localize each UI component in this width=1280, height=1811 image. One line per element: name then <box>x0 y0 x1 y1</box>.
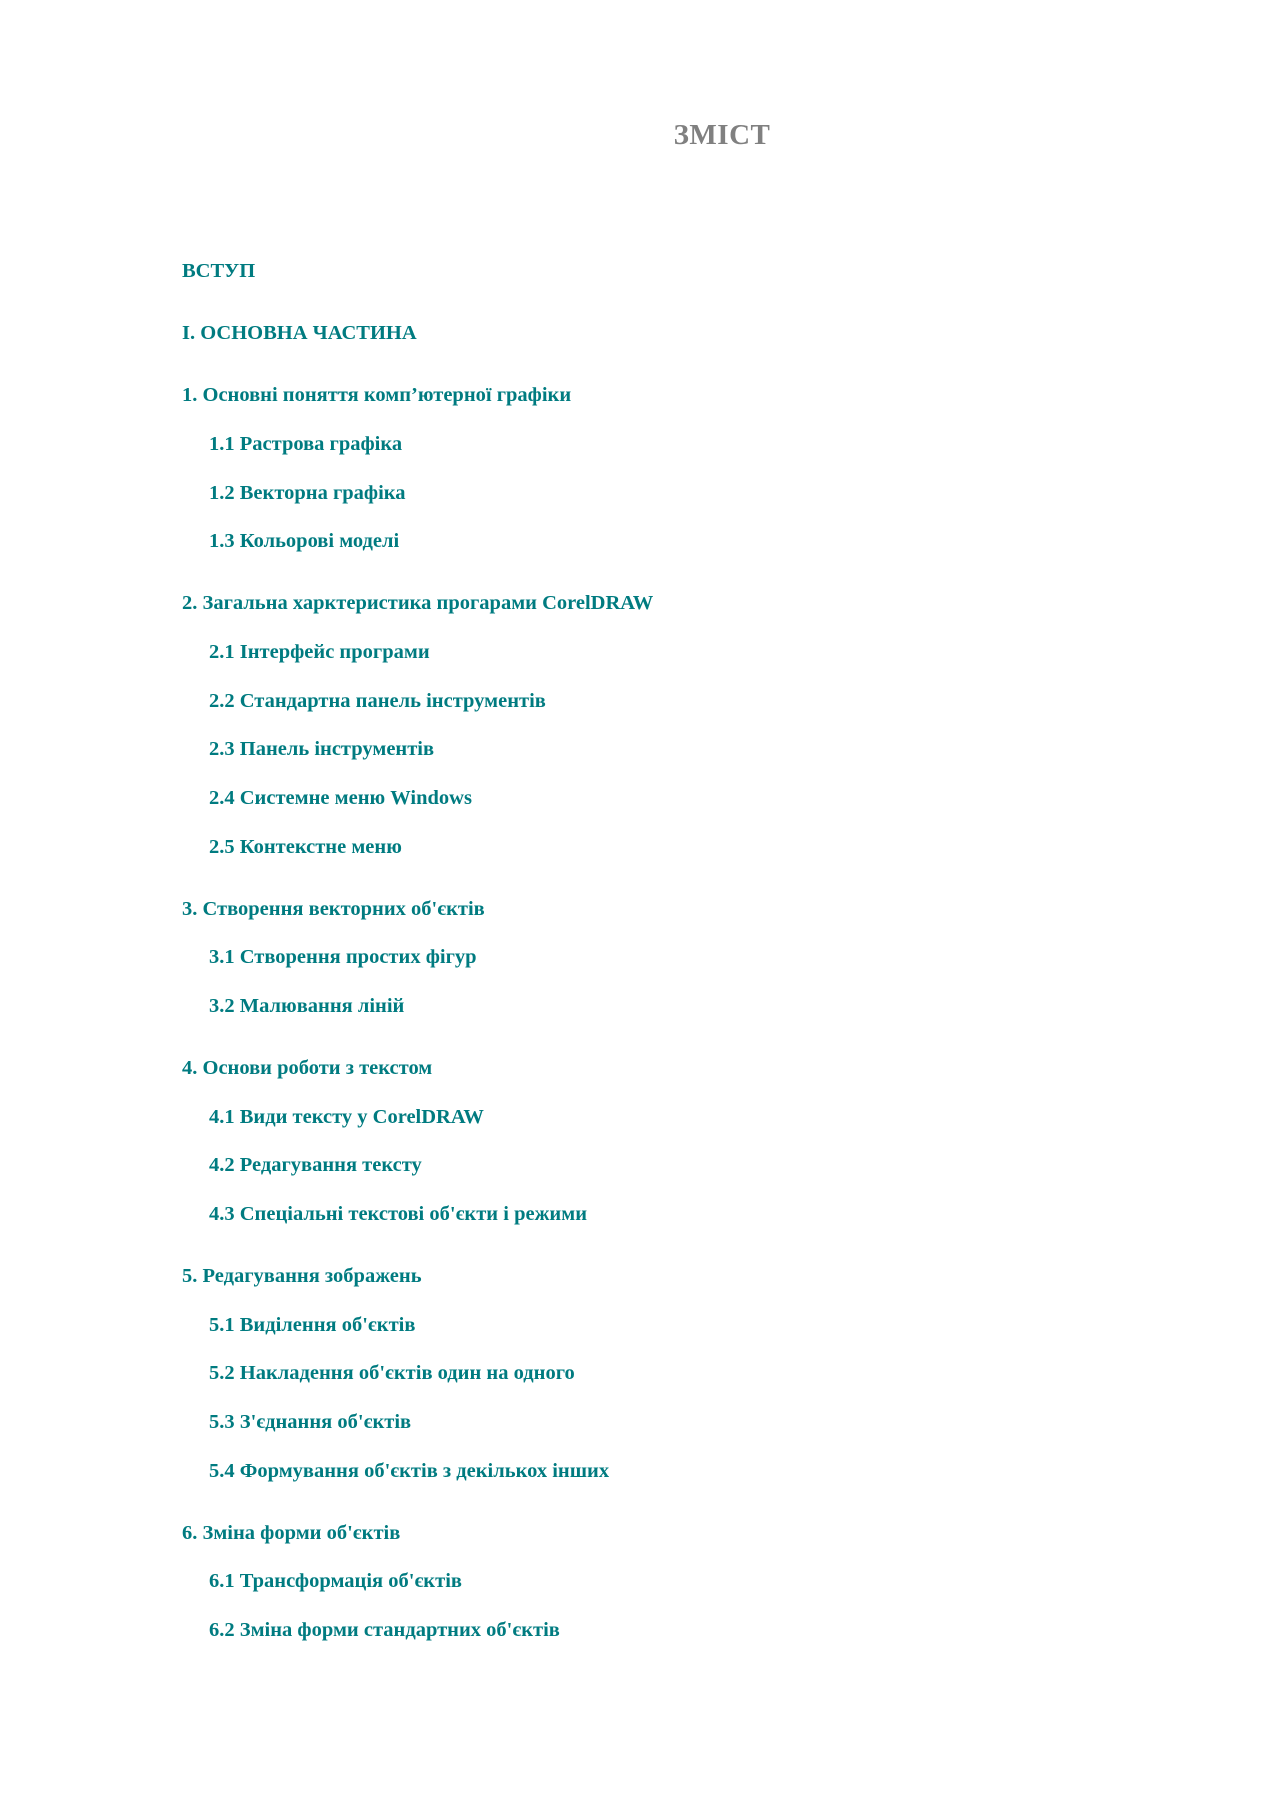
toc-section[interactable]: 3.2 Малювання ліній <box>209 995 405 1017</box>
toc-section[interactable]: 4.3 Спеціальні текстові об'єкти і режими <box>209 1203 588 1225</box>
toc-section[interactable]: 1.1 Растрова графіка <box>209 433 403 455</box>
toc-section[interactable]: 5.2 Накладення об'єктів один на одного <box>209 1362 575 1384</box>
toc-section[interactable]: 4.2 Редагування тексту <box>209 1154 422 1176</box>
toc-chapter[interactable]: 6. Зміна форми об'єктів <box>182 1522 401 1544</box>
toc-section[interactable]: 1.3 Кольорові моделі <box>209 530 400 552</box>
toc-section[interactable]: 6.1 Трансформація об'єктів <box>209 1570 462 1592</box>
toc-chapter[interactable]: 5. Редагування зображень <box>182 1265 422 1287</box>
toc-section[interactable]: 2.3 Панель інструментів <box>209 738 435 760</box>
toc-chapter[interactable]: І. ОСНОВНА ЧАСТИНА <box>182 322 417 344</box>
page-title: ЗМІСТ <box>673 119 771 151</box>
toc-chapter[interactable]: 1. Основні поняття комп’ютерної графіки <box>182 384 572 406</box>
toc-section[interactable]: 5.4 Формування об'єктів з декількох інших <box>209 1460 610 1482</box>
toc-section[interactable]: 2.1 Інтерфейс програми <box>209 641 430 663</box>
toc-chapter[interactable]: 4. Основи роботи з текстом <box>182 1057 433 1079</box>
toc-section[interactable]: 2.5 Контекстне меню <box>209 836 402 858</box>
toc-section[interactable]: 6.2 Зміна форми стандартних об'єктів <box>209 1619 560 1641</box>
toc-chapter[interactable]: 3. Створення векторних об'єктів <box>182 898 485 920</box>
toc-section[interactable]: 2.4 Системне меню Windows <box>209 787 472 809</box>
toc-chapter[interactable]: ВСТУП <box>182 260 256 282</box>
toc-section[interactable]: 5.3 З'єднання об'єктів <box>209 1411 412 1433</box>
toc-section[interactable]: 5.1 Виділення об'єктів <box>209 1314 416 1336</box>
toc-section[interactable]: 3.1 Створення простих фігур <box>209 946 477 968</box>
toc-section[interactable]: 4.1 Види тексту у CorelDRAW <box>209 1106 484 1128</box>
toc-section[interactable]: 1.2 Векторна графіка <box>209 482 406 504</box>
toc-chapter[interactable]: 2. Загальна харктеристика прогарами CorelDRAW <box>182 592 654 614</box>
toc-section[interactable]: 2.2 Стандартна панель інструментів <box>209 690 546 712</box>
